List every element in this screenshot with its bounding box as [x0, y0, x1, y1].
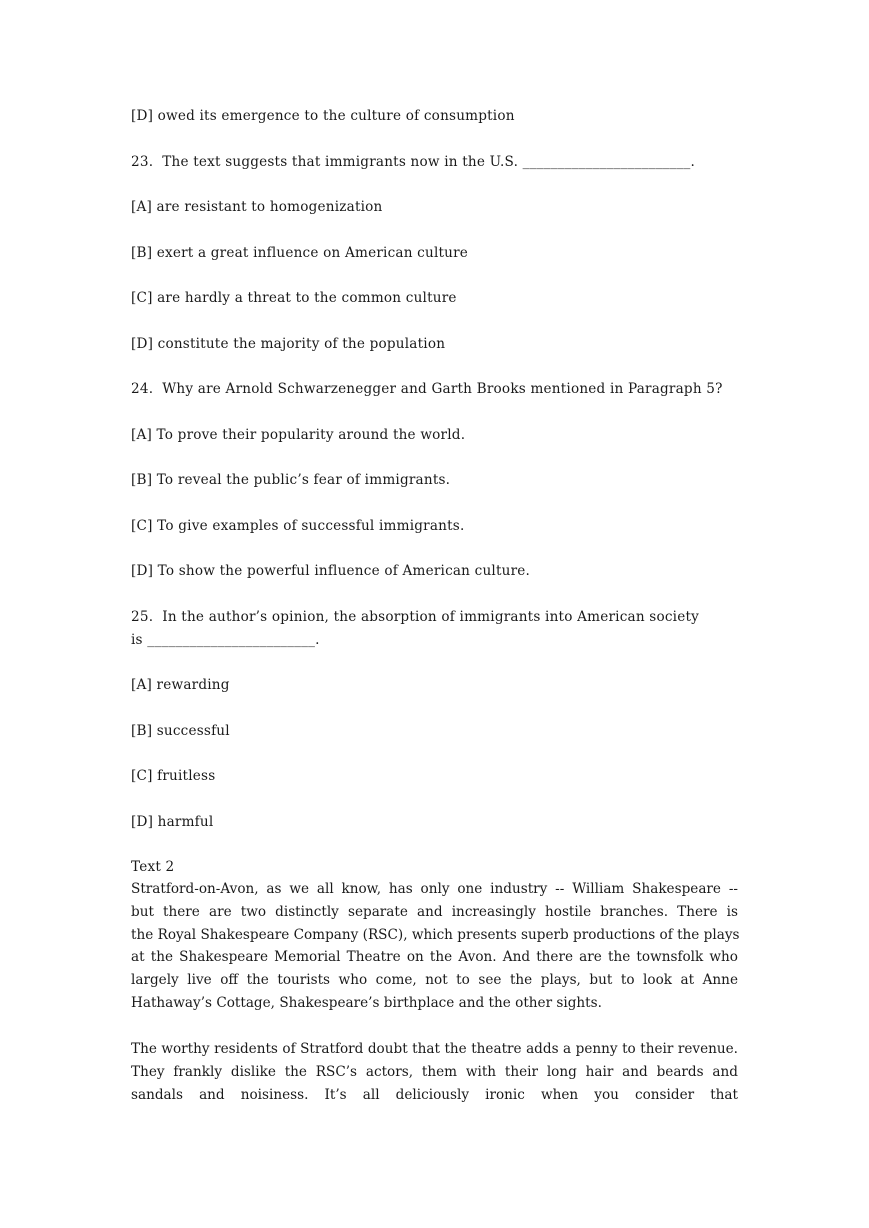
q23-stem: 23. The text suggests that immigrants now in the U.S. ________________________.	[131, 154, 696, 170]
q24-stem: 24. Why are Arnold Schwarzenegger and Garth Brooks mentioned in Paragraph 5?	[131, 381, 723, 397]
q24-option-b: [B] To reveal the public’s fear of immigrants.	[131, 472, 451, 488]
q24-option-a: [A] To prove their popularity around the world.	[131, 427, 466, 443]
q25-stem-line1: 25. In the author’s opinion, the absorption of immigrants into American society	[131, 609, 700, 625]
q24-option-c: [C] To give examples of successful immigrants.	[131, 518, 465, 534]
text2-heading: Text 2	[131, 859, 175, 875]
paragraph-line: largely live off the tourists who come, not to see the plays, but to look at Anne	[131, 972, 738, 989]
q25-option-d: [D] harmful	[131, 814, 214, 830]
q24-option-d: [D] To show the powerful influence of American culture.	[131, 563, 531, 579]
paragraph-line: at the Shakespeare Memorial Theatre on the Avon. And there are the townsfolk who	[131, 949, 738, 966]
paragraph-line: Stratford-on-Avon, as we all know, has only one industry -- William Shakespeare --	[131, 881, 738, 897]
q23-option-b: [B] exert a great influence on American culture	[131, 245, 469, 261]
q23-option-a: [A] are resistant to homogenization	[131, 199, 383, 215]
q25-option-a: [A] rewarding	[131, 677, 230, 693]
q25-stem-line2: is ________________________.	[131, 632, 320, 648]
q23-option-d: [D] constitute the majority of the population	[131, 336, 446, 352]
paragraph-line: Hathaway’s Cottage, Shakespeare’s birthplace and the other sights.	[131, 994, 602, 1011]
text2-paragraph-2	[131, 1038, 738, 1106]
paragraph-line: the Royal Shakespeare Company (RSC), which presents superb productions of the plays	[131, 926, 740, 943]
paragraph-line: but there are two distinctly separate and increasingly hostile branches. There is	[131, 903, 738, 920]
paragraph-line: sandals and noisiness. It’s all deliciously ironic when you consider that	[131, 1086, 738, 1103]
q25-option-c: [C] fruitless	[131, 768, 216, 784]
paragraph-line: They frankly dislike the RSC’s actors, them with their long hair and beards and	[131, 1063, 738, 1080]
q25-option-b: [B] successful	[131, 723, 230, 739]
paragraph-line: The worthy residents of Stratford doubt that the theatre adds a penny to their revenue.	[131, 1041, 738, 1057]
text2-paragraph-1	[131, 878, 738, 1015]
q23-option-c: [C] are hardly a threat to the common culture	[131, 290, 457, 306]
q22-option-d: [D] owed its emergence to the culture of consumption	[131, 108, 515, 124]
